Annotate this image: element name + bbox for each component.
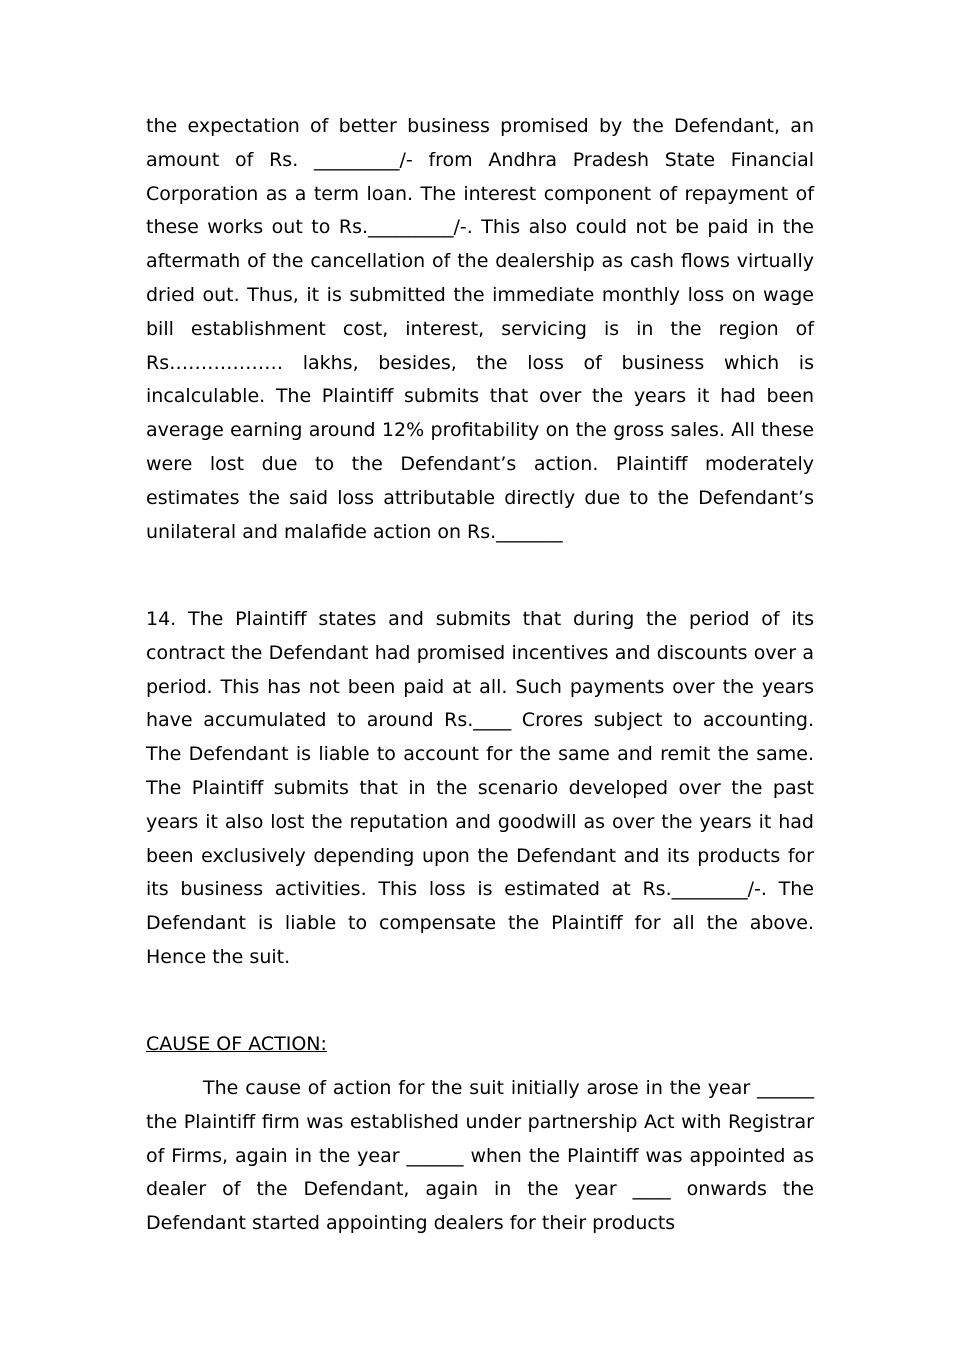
paragraph-14 <box>146 603 814 975</box>
paragraph-continued-text: the expectation of better business promised by the Defendant, an amount of Rs. _________/- from Andhra Pradesh State Financial Corporation as a term loan. The interest component of repayment of these works out to Rs._________/-. This also could not be paid in the aftermath of the cancellation of the dealership as cash flows virtually dried out. Thus, it is submitted the immediate monthly loss on wage bill establishment cost, interest, servicing is in the region of Rs……………… lakhs, besides, the loss of business which is incalculable. The Plaintiff submits that over the years it had been average earning around 12% profitability on the gross sales. All these were lost due to the Defendant’s action. Plaintiff moderately estimates the said loss attributable directly due to the Defendant’s unilateral and malafide action on Rs._______ <box>146 115 814 543</box>
paragraph-cause-of-action <box>146 1072 814 1241</box>
cause-of-action-heading: CAUSE OF ACTION: <box>146 1033 327 1055</box>
paragraph-14-text: 14. The Plaintiff states and submits that during the period of its contract the Defendant had promised incentives and discounts over a period. This has not been paid at all. Such payments over the years have accumulated to around Rs.____ Crores subject to accounting. The Defendant is liable to account for the same and remit the same. The Plaintiff submits that in the scenario developed over the past years it also lost the reputation and goodwill as over the years it had been exclusively depending upon the Defendant and its products for its business activities. This loss is estimated at Rs.________/-. The Defendant is liable to compensate the Plaintiff for all the above. Hence the suit. <box>146 608 814 968</box>
paragraph-cause-of-action-text: The cause of action for the suit initially arose in the year ______ the Plaintiff firm was established under partnership Act with Registrar of Firms, again in the year ______ when the Plaintiff was appointed as dealer of the Defendant, again in the year ____ onwards the Defendant started appointing dealers for their products <box>146 1077 814 1235</box>
paragraph-continued <box>146 110 814 549</box>
